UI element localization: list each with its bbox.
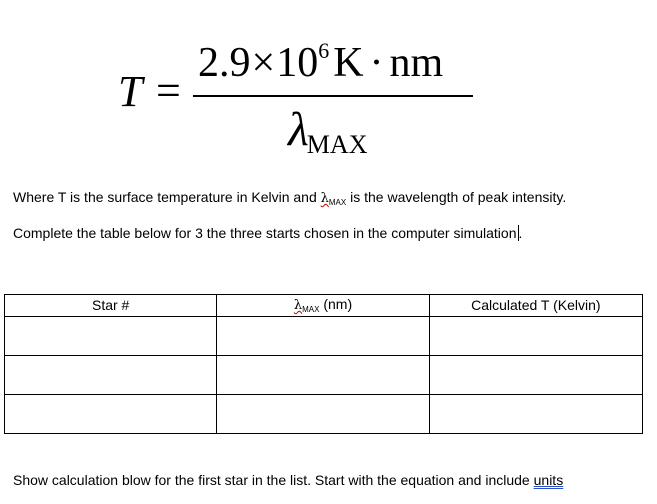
numerator-unit-k: K	[333, 40, 364, 86]
numerator-coefficient: 2.9	[198, 40, 251, 86]
header-calculated-temp[interactable]: Calculated T (Kelvin)	[429, 295, 642, 317]
equation-denominator	[288, 103, 369, 159]
header-star-number[interactable]: Star #	[5, 295, 217, 317]
definition-paragraph[interactable]	[13, 188, 566, 209]
numerator-dot: ·	[369, 40, 384, 86]
table-row	[5, 317, 643, 356]
definition-text-before: Where T is the surface temperature in Kelvin and	[13, 189, 321, 205]
table-header-row	[5, 295, 643, 317]
header-lambda-max-label	[294, 296, 320, 312]
instruction-paragraph[interactable]	[13, 224, 522, 242]
table-row	[5, 395, 643, 434]
numerator-exponent: 6	[318, 38, 330, 63]
footer-paragraph[interactable]	[13, 471, 563, 489]
definition-lambda: λ	[320, 191, 329, 206]
equation-equals: =	[156, 66, 181, 115]
definition-lambda-max	[321, 189, 347, 205]
header-lambda-sub: MAX	[302, 305, 320, 314]
fraction-bar	[193, 95, 473, 97]
denominator-lambda: λ	[288, 103, 309, 156]
numerator-unit-nm: nm	[389, 40, 444, 86]
table-cell[interactable]	[5, 356, 217, 395]
header-lambda: λ	[293, 298, 303, 313]
footer-text: Show calculation blow for the first star in the list. Start with the equation and include	[13, 472, 534, 488]
table-cell[interactable]	[217, 356, 429, 395]
footer-units: units	[533, 472, 564, 488]
table-cell[interactable]	[217, 317, 429, 356]
table-cell[interactable]	[429, 356, 642, 395]
header-lambda-unit: (nm)	[319, 296, 353, 312]
table-cell[interactable]	[217, 395, 429, 434]
table-cell[interactable]	[429, 395, 642, 434]
header-lambda-max[interactable]	[217, 295, 429, 317]
equation-lhs: T	[118, 67, 143, 116]
table-cell[interactable]	[5, 395, 217, 434]
table-row	[5, 356, 643, 395]
denominator-subscript: MAX	[306, 130, 368, 159]
numerator-base: 10	[276, 40, 319, 86]
equation-numerator	[198, 38, 444, 86]
definition-text-after: is the wavelength of peak intensity.	[346, 189, 567, 205]
instruction-end: .	[518, 225, 523, 241]
star-data-table	[4, 294, 643, 434]
table-cell[interactable]	[429, 317, 642, 356]
definition-lambda-sub: MAX	[328, 198, 347, 207]
table-cell[interactable]	[5, 317, 217, 356]
instruction-text: Complete the table below for 3 the three starts chosen in the computer simulation	[13, 225, 517, 241]
numerator-times: ×	[251, 40, 276, 86]
